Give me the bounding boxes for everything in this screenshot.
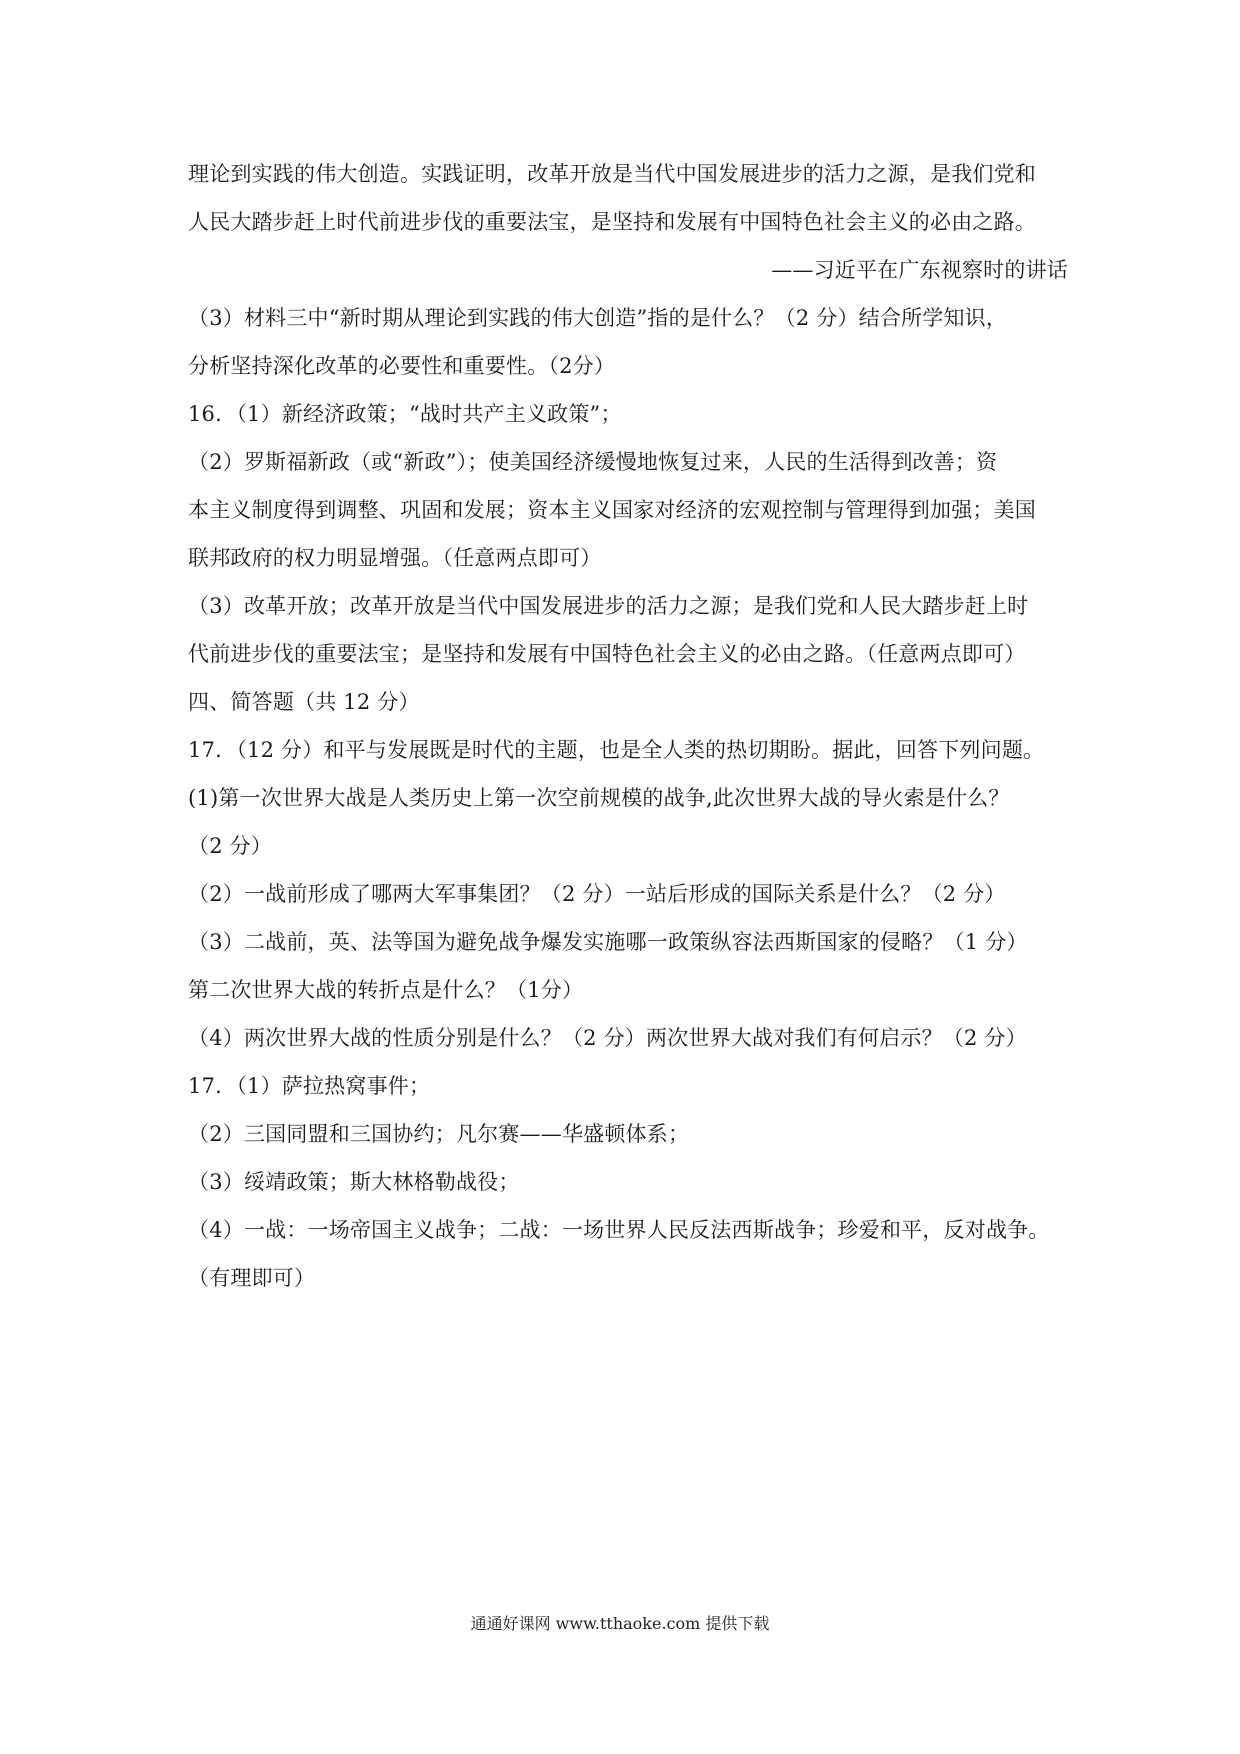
answer-line: 代前进步伐的重要法宝；是坚持和发展有中国特色社会主义的必由之路。（任意两点即可）: [188, 642, 1026, 666]
text-line: 理论到实践的伟大创造。实践证明，改革开放是当代中国发展进步的活力之源，是我们党和: [188, 162, 1036, 186]
page-footer: 通通好课网 www.tthaoke.com 提供下载: [470, 1614, 770, 1633]
answer-line: 17．（1）萨拉热窝事件；: [188, 1074, 431, 1098]
question-line: 17．（12 分）和平与发展既是时代的主题，也是全人类的热切期盼。据此，回答下列问题。: [188, 738, 1045, 762]
answer-line: （2）三国同盟和三国协约；凡尔赛——华盛顿体系；: [188, 1122, 690, 1146]
question-line: 第二次世界大战的转折点是什么？（1分）: [188, 978, 584, 1002]
answer-line: （3）绥靖政策；斯大林格勒战役；: [188, 1170, 520, 1194]
answer-line: 联邦政府的权力明显增强。（任意两点即可）: [188, 546, 602, 570]
page-content: [188, 150, 1068, 1302]
answer-line: （3）改革开放；改革开放是当代中国发展进步的活力之源；是我们党和人民大踏步赶上时: [188, 594, 1029, 618]
question-line: (1)第一次世界大战是人类历史上第一次空前规模的战争,此次世界大战的导火索是什么？: [188, 786, 1010, 810]
quote-attribution: ——习近平在广东视察时的讲话: [771, 258, 1068, 282]
question-line: （3）材料三中“新时期从理论到实践的伟大创造”指的是什么？（2 分）结合所学知识，: [188, 306, 1008, 330]
question-line: （2 分）: [188, 834, 273, 858]
question-line: （4）两次世界大战的性质分别是什么？（2 分）两次世界大战对我们有何启示？（2 分）: [188, 1026, 1027, 1050]
answer-line: （4）一战：一场帝国主义战争；二战：一场世界人民反法西斯战争；珍爱和平，反对战争。: [188, 1218, 1050, 1242]
question-line: 分析坚持深化改革的必要性和重要性。（2分）: [188, 354, 616, 378]
answer-line: （2）罗斯福新政（或“新政”）；使美国经济缓慢地恢复过来，人民的生活得到改善；资: [188, 450, 998, 474]
answer-line: 16．（1）新经济政策；“战时共产主义政策”；: [188, 402, 622, 426]
question-line: （2）一战前形成了哪两大军事集团？（2 分）一站后形成的国际关系是什么？（2 分）: [188, 882, 1006, 906]
section-heading: 四、简答题（共 12 分）: [188, 690, 420, 714]
answer-line: （有理即可）: [188, 1266, 316, 1290]
answer-line: 本主义制度得到调整、巩固和发展；资本主义国家对经济的宏观控制与管理得到加强；美国: [188, 498, 1036, 522]
text-line: 人民大踏步赶上时代前进步伐的重要法宝，是坚持和发展有中国特色社会主义的必由之路。: [188, 210, 1036, 234]
question-line: （3）二战前，英、法等国为避免战争爆发实施哪一政策纵容法西斯国家的侵略？（1 分）: [188, 930, 1028, 954]
